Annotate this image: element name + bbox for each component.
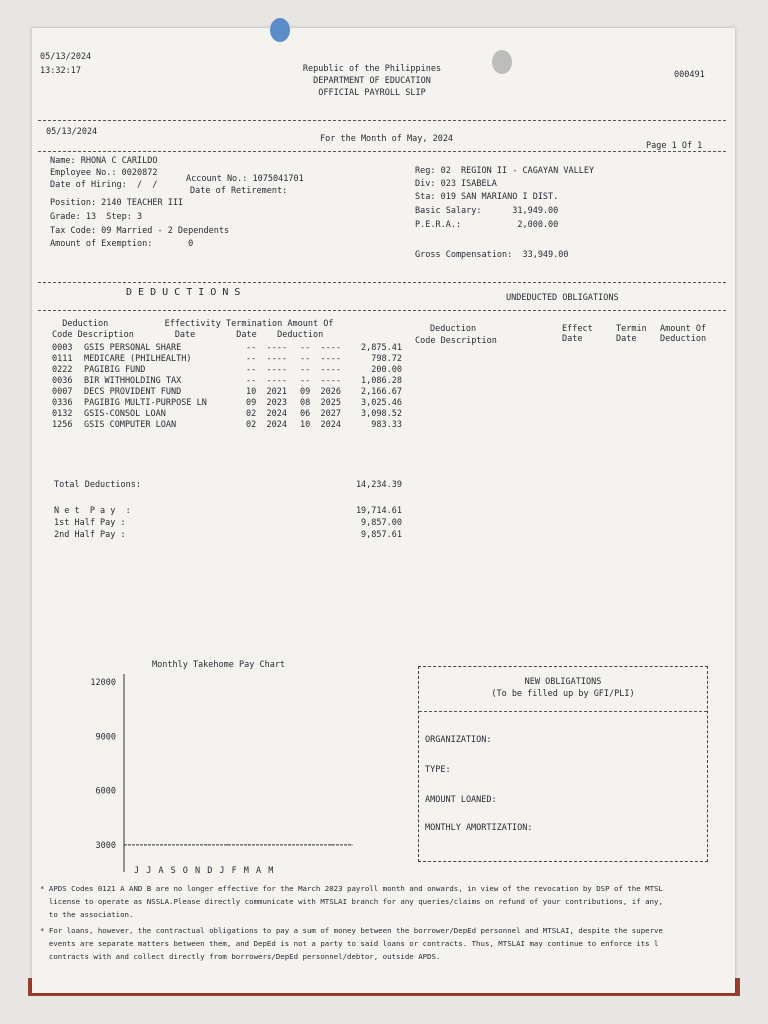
- second-half-label: 2nd Half Pay :: [54, 530, 126, 540]
- deduction-description: GSIS PERSONAL SHARE: [84, 343, 182, 353]
- account-number: Account No.: 1075041701: [186, 174, 304, 184]
- total-deductions-value: 14,234.39: [355, 480, 402, 490]
- takehome-point: [268, 844, 269, 845]
- deduction-row: [52, 354, 412, 365]
- type-label: TYPE:: [425, 765, 451, 775]
- position: Position: 2140 TEACHER III: [50, 198, 184, 208]
- deduction-amount: 2,875.41: [361, 343, 402, 353]
- deduction-row: [52, 409, 412, 420]
- deduction-code: 0132: [52, 409, 73, 419]
- month-label: For the Month of May, 2024: [320, 134, 454, 144]
- termination-date: 08 2025: [300, 398, 341, 408]
- x-tick-label: S: [170, 866, 176, 876]
- effectivity-date: -- ----: [246, 365, 287, 375]
- deduction-amount: 3,098.52: [361, 409, 402, 419]
- note-line: * For loans, however, the contractual obligations to pay a sum of money between the borrower/DepEd personnel and MTSLAI, despite the superve: [40, 926, 663, 935]
- deduction-description: GSIS COMPUTER LOAN: [84, 420, 177, 430]
- x-tick-label: M: [243, 866, 249, 876]
- division: Div: 023 ISABELA: [415, 179, 497, 189]
- deductions-title: D E D U C T I O N S: [126, 287, 241, 298]
- deduction-amount: 3,025.46: [361, 398, 402, 408]
- takehome-point: [206, 844, 207, 845]
- termination-date: -- ----: [300, 354, 341, 364]
- pera: P.E.R.A.: 2,000.00: [415, 220, 559, 230]
- x-tick-label: J: [146, 866, 152, 876]
- takehome-point: [186, 844, 187, 845]
- undeducted-header-amount: Amount Of Deduction: [660, 324, 707, 344]
- gross-compensation: Gross Compensation: 33,949.00: [415, 250, 569, 260]
- termination-date: 10 2024: [300, 420, 341, 430]
- first-half-label: 1st Half Pay :: [54, 518, 126, 528]
- note-line: license to operate as NSSLA.Please directly communicate with MTSLAI branch for any queries/claims on refund of your contributions, if any,: [40, 897, 663, 906]
- effectivity-date: 02 2024: [246, 409, 287, 419]
- region: Reg: 02 REGION II - CAGAYAN VALLEY: [415, 166, 595, 176]
- new-obligations-box: [418, 666, 708, 862]
- punch-hole-right: [492, 50, 512, 74]
- x-tick-label: A: [158, 866, 164, 876]
- tax-code: Tax Code: 09 Married - 2 Dependents: [50, 226, 230, 236]
- x-tick-label: M: [268, 866, 274, 876]
- divider: [419, 711, 707, 712]
- new-obligations-title: NEW OBLIGATIONS: [524, 677, 602, 687]
- deduction-amount: 2,166.67: [361, 387, 402, 397]
- y-tick-label: 9000: [95, 732, 116, 743]
- termination-date: 06 2027: [300, 409, 341, 419]
- punch-hole-left: [270, 18, 290, 42]
- termination-date: -- ----: [300, 376, 341, 386]
- x-tick-label: A: [256, 866, 262, 876]
- termination-date: 09 2026: [300, 387, 341, 397]
- deduction-code: 1256: [52, 420, 73, 430]
- takehome-point: [227, 844, 228, 845]
- x-tick-label: N: [195, 866, 201, 876]
- deductions-table: [52, 343, 412, 463]
- slip-number: 000491: [674, 70, 705, 80]
- note-line: contracts with and collect directly from borrowers/DepEd personnel/debtor, outside APDS.: [40, 952, 441, 961]
- effectivity-date: -- ----: [246, 343, 287, 353]
- employee-name: Name: RHONA C CARILDO: [50, 156, 158, 166]
- deduction-row: [52, 387, 412, 398]
- department-title: DEPARTMENT OF EDUCATION: [313, 76, 431, 86]
- effectivity-date: -- ----: [246, 354, 287, 364]
- deduction-description: MEDICARE (PHILHEALTH): [84, 354, 192, 364]
- deduction-row: [52, 420, 412, 431]
- takehome-point: [331, 844, 332, 845]
- divider: [38, 282, 726, 283]
- takehome-point: [310, 844, 311, 845]
- deduction-amount: 200.00: [371, 365, 402, 375]
- amount-of-exemption: Amount of Exemption: 0: [50, 239, 194, 249]
- takehome-point: [289, 844, 290, 845]
- station: Sta: 019 SAN MARIANO I DIST.: [415, 192, 559, 202]
- deduction-row: [52, 398, 412, 409]
- takehome-point: [144, 844, 145, 845]
- x-tick-label: D: [207, 866, 213, 876]
- note-line: events are separate matters between them, and DepEd is not a party to said loans or contracts. Thus, MTSLAI may continue to enforce its l: [40, 939, 659, 948]
- effectivity-date: 09 2023: [246, 398, 287, 408]
- termination-date: -- ----: [300, 343, 341, 353]
- organization-label: ORGANIZATION:: [425, 735, 492, 745]
- date-of-hiring: Date of Hiring: / /: [50, 180, 158, 190]
- basic-salary: Basic Salary: 31,949.00: [415, 206, 559, 216]
- deduction-description: PAGIBIG FUND: [84, 365, 146, 375]
- deduction-amount: 798.72: [371, 354, 402, 364]
- undeducted-title: UNDEDUCTED OBLIGATIONS: [506, 293, 619, 303]
- note-line: * APDS Codes 0121 A AND B are no longer effective for the March 2023 payroll month and onwards, in view of the revocation by DSP of the MTSL: [40, 884, 663, 893]
- takehome-point: [351, 844, 352, 845]
- new-obligations-subtitle: (To be filled up by GFI/PLI): [491, 689, 635, 699]
- divider: [38, 120, 726, 121]
- date-of-retirement: Date of Retirement:: [190, 186, 288, 196]
- deduction-code: 0111: [52, 354, 73, 364]
- grade-step: Grade: 13 Step: 3: [50, 212, 143, 222]
- note-line: to the association.: [40, 910, 134, 919]
- x-tick-label: F: [231, 866, 237, 876]
- deduction-amount: 1,086.28: [361, 376, 402, 386]
- x-tick-label: J: [219, 866, 225, 876]
- x-tick-label: J: [134, 866, 140, 876]
- undeducted-header-effect: Effect Date: [562, 324, 593, 344]
- chart-title: Monthly Takehome Pay Chart: [152, 660, 286, 670]
- effectivity-date: 10 2021: [246, 387, 287, 397]
- deduction-code: 0007: [52, 387, 73, 397]
- deduction-row: [52, 365, 412, 376]
- undeducted-header-code: Code Description: [415, 336, 497, 346]
- net-pay-label: N e t P a y :: [54, 506, 131, 516]
- divider: [38, 310, 726, 311]
- takehome-point: [123, 844, 124, 845]
- undeducted-header-termin: Termin Date: [616, 324, 647, 344]
- first-half-value: 9,857.00: [361, 518, 402, 528]
- deduction-header-1: Deduction Effectivity Termination Amount Of: [52, 319, 334, 329]
- deduction-row: [52, 376, 412, 387]
- y-tick-label: 6000: [95, 786, 116, 797]
- print-date: 05/13/2024: [40, 52, 92, 62]
- deduction-description: BIR WITHHOLDING TAX: [84, 376, 182, 386]
- net-pay-value: 19,714.61: [355, 506, 402, 516]
- deduction-description: DECS PROVIDENT FUND: [84, 387, 182, 397]
- deduction-code: 0222: [52, 365, 73, 375]
- deduction-code: 0036: [52, 376, 73, 386]
- total-deductions-label: Total Deductions:: [54, 480, 141, 490]
- effectivity-date: 02 2024: [246, 420, 287, 430]
- print-time: 13:32:17: [40, 66, 81, 76]
- amount-loaned-label: AMOUNT LOANED:: [425, 795, 497, 805]
- monthly-amortization-label: MONTHLY AMORTIZATION:: [425, 823, 533, 833]
- republic-title: Republic of the Philippines: [302, 64, 442, 74]
- deduction-code: 0003: [52, 343, 73, 353]
- takehome-point: [165, 844, 166, 845]
- slip-title: OFFICIAL PAYROLL SLIP: [318, 88, 426, 98]
- takehome-pay-chart: [72, 668, 362, 878]
- deduction-amount: 983.33: [371, 420, 402, 430]
- slip-date: 05/13/2024: [46, 127, 98, 137]
- x-tick-label: O: [182, 866, 188, 876]
- divider: [38, 151, 726, 152]
- second-half-value: 9,857.61: [361, 530, 402, 540]
- deduction-description: GSIS-CONSOL LOAN: [84, 409, 166, 419]
- undeducted-header-deduction: Deduction: [430, 324, 477, 334]
- deduction-code: 0336: [52, 398, 73, 408]
- y-tick-label: 3000: [95, 840, 116, 851]
- payroll-slip: [32, 28, 735, 993]
- y-tick-label: 12000: [90, 678, 116, 688]
- deduction-row: [52, 343, 412, 354]
- employee-number: Employee No.: 0020872: [50, 168, 158, 178]
- termination-date: -- ----: [300, 365, 341, 375]
- deduction-description: PAGIBIG MULTI-PURPOSE LN: [84, 398, 207, 408]
- deduction-header-2: Code Description Date Date Deduction: [52, 330, 324, 340]
- page-number: Page 1 Of 1: [646, 141, 703, 151]
- takehome-point: [248, 844, 249, 845]
- effectivity-date: -- ----: [246, 376, 287, 386]
